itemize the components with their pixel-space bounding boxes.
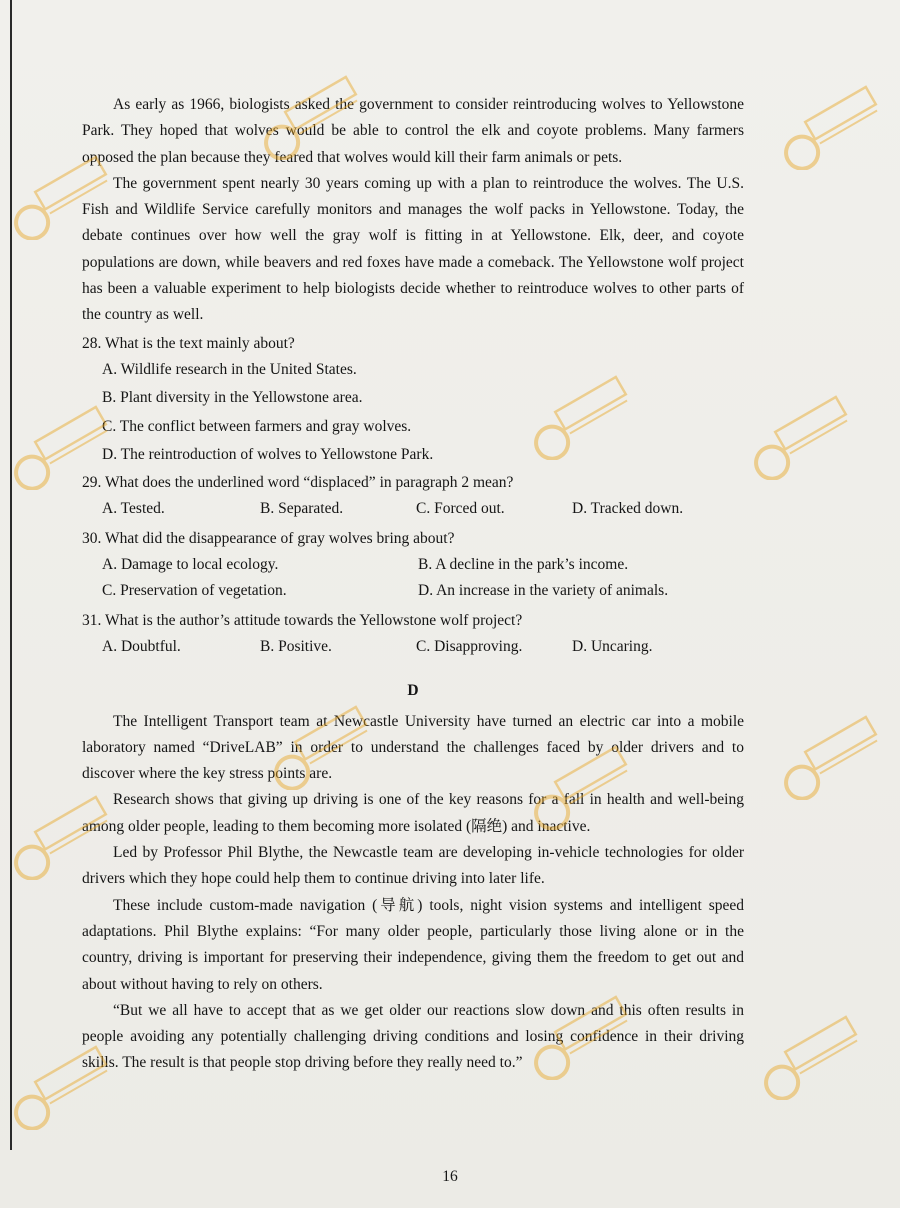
passage-d-paragraph-1: The Intelligent Transport team at Newcastle University have turned an electric car into a mobile laboratory named “DriveLAB” in order to understand the challenges faced by older drivers and to discover where the key stress points are. [82, 712, 744, 783]
watermark-logo [740, 390, 860, 480]
option-a: A. Tested. [102, 500, 165, 518]
option-c: C. Disapproving. [416, 637, 523, 655]
passage-d-paragraph-4: These include custom-made navigation (导航) tools, night vision systems and intelligent speed adaptations. Phil Blythe explains: “For many older people, particularly those living alone or in the country, driving is important for preserving their independence, giving them the freedom to get out and about without having to rely on others. [82, 896, 744, 993]
section-d-heading: D [407, 682, 419, 700]
page-number: 16 [442, 1168, 458, 1185]
watermark-logo [770, 710, 890, 800]
question-stem: 31. What is the author’s attitude towards the Yellowstone wolf project? [82, 611, 523, 629]
question-29 [82, 470, 744, 523]
option-c: C. Forced out. [416, 500, 505, 518]
option-d: D. An increase in the variety of animals. [418, 582, 669, 600]
option-a: A. Wildlife research in the United States. [102, 360, 357, 378]
option-c: C. Preservation of vegetation. [102, 582, 287, 600]
option-a: A. Damage to local ecology. [102, 556, 279, 574]
passage-d-paragraph-2: Research shows that giving up driving is one of the key reasons for a fall in health and well-being among older people, leading to them becoming more isolated (隔绝) and inactive. [82, 791, 744, 835]
option-a: A. Doubtful. [102, 637, 181, 655]
passage-d-paragraph-5: “But we all have to accept that as we get older our reactions slow down and this often results in people avoiding any potentially challenging driving conditions and losing confidence in their driving skills. The result is that people stop driving before they really need to.” [82, 1001, 744, 1072]
option-b: B. Positive. [260, 637, 332, 655]
watermark-logo [770, 80, 890, 170]
option-b: B. Separated. [260, 500, 344, 518]
option-d: D. The reintroduction of wolves to Yellowstone Park. [102, 445, 434, 463]
watermark-logo [750, 1010, 870, 1100]
option-c: C. The conflict between farmers and gray wolves. [102, 417, 412, 435]
option-d: D. Tracked down. [572, 500, 684, 518]
question-30 [82, 526, 744, 605]
option-b: B. A decline in the park’s income. [418, 556, 629, 574]
page-content [82, 92, 744, 1077]
question-stem: 30. What did the disappearance of gray wolves bring about? [82, 529, 455, 547]
passage-c-paragraph-2: The government spent nearly 30 years coming up with a plan to reintroduce the wolves. The U.S. Fish and Wildlife Service carefully monitors and manages the wolf packs in Yellowstone. Today, the debate continues over how well the gray wolf is fitting in at Yellowstone. Elk, deer, and coyote populations are down, while beavers and red foxes have made a comeback. The Yellowstone wolf project has been a valuable experiment to help biologists decide whether to reintroduce wolves to other parts of the country as well. [82, 174, 744, 324]
passage-c-paragraph-1: As early as 1966, biologists asked the government to consider reintroducing wolves to Yellowstone Park. They hoped that wolves would be able to control the elk and coyote problems. Many farmers opposed the plan because they feared that wolves would kill their farm animals or pets. [82, 96, 744, 166]
question-stem: 28. What is the text mainly about? [82, 334, 295, 352]
option-d: D. Uncaring. [572, 637, 653, 655]
question-28 [82, 331, 744, 468]
question-31 [82, 608, 744, 661]
binding-rule [10, 0, 12, 1150]
passage-d-paragraph-3: Led by Professor Phil Blythe, the Newcastle team are developing in-vehicle technologies for older drivers which they hope could help them to continue driving into later life. [82, 844, 744, 888]
option-b: B. Plant diversity in the Yellowstone area. [102, 389, 363, 407]
question-stem: 29. What does the underlined word “displaced” in paragraph 2 mean? [82, 474, 514, 492]
